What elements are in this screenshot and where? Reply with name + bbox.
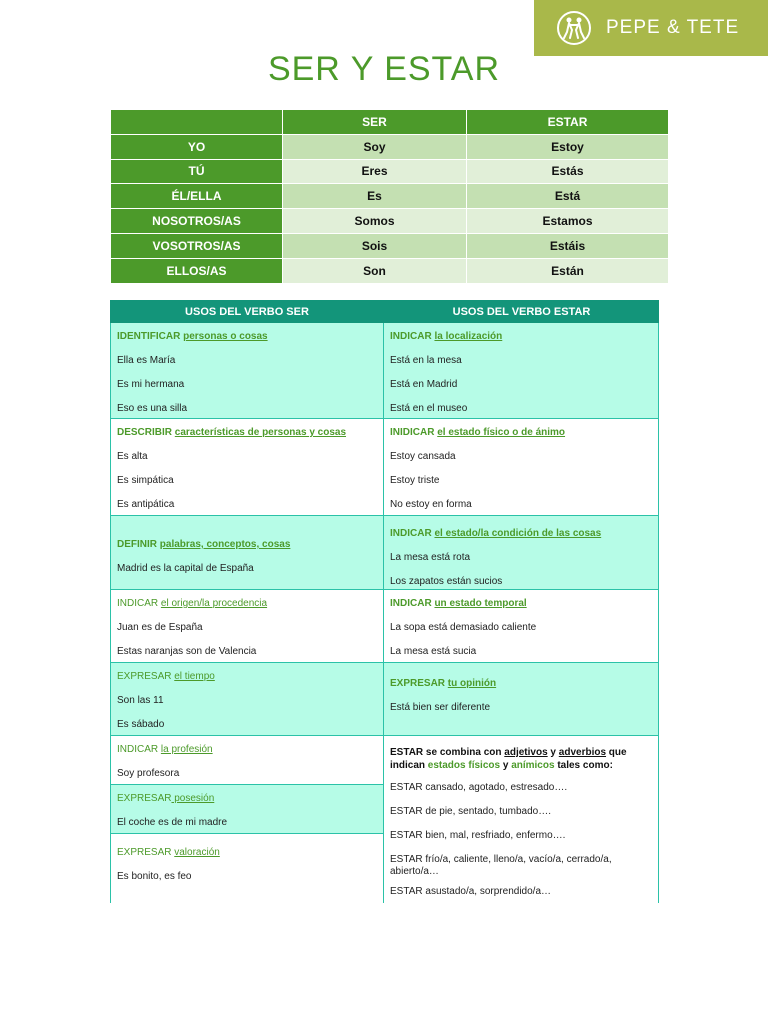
use-verb: INDICAR	[117, 598, 159, 609]
ser-use-cell	[111, 834, 384, 903]
estar-use-cell	[384, 663, 658, 736]
conjugation-table	[110, 109, 669, 284]
estar-cell: Estás	[467, 159, 669, 184]
estar-cell: Estáis	[467, 233, 669, 258]
estar-combina-cell	[384, 736, 658, 903]
ser-use-cell	[111, 785, 384, 834]
use-topic: el tiempo	[174, 671, 215, 682]
use-topic: posesión	[171, 793, 215, 804]
usos-header-row	[110, 300, 659, 323]
use-topic: tu opinión	[447, 678, 497, 689]
use-verb: EXPRESAR	[117, 793, 172, 804]
page-title: SER Y ESTAR	[267, 50, 501, 88]
ser-cell: Es	[283, 184, 467, 209]
estar-use-cell	[384, 323, 658, 419]
example-text: Es simpática	[117, 475, 174, 486]
example-text: La mesa está rota	[390, 552, 471, 563]
header-ser: SER	[283, 110, 467, 135]
estar-cell: Estoy	[467, 134, 669, 159]
estar-use-cell	[384, 516, 658, 590]
example-text: Es sábado	[117, 719, 165, 730]
combina-intro	[390, 746, 652, 772]
combina-adjetivos: adjetivos	[504, 747, 548, 758]
ser-use-cell	[111, 590, 384, 663]
combina-text: que indican	[390, 747, 627, 771]
table-row	[111, 159, 669, 184]
pronoun-cell: ELLOS/AS	[111, 258, 283, 283]
use-topic: personas o cosas	[183, 331, 268, 342]
estar-use-cell	[384, 419, 658, 516]
example-text: Está bien ser diferente	[390, 702, 491, 713]
example-text: El coche es de mi madre	[117, 817, 228, 828]
use-verb: EXPRESAR	[390, 678, 446, 689]
use-topic: valoración	[174, 847, 220, 858]
example-text: Juan es de España	[117, 622, 203, 633]
pronoun-cell: NOSOTROS/AS	[111, 209, 283, 234]
ser-use-cell	[111, 419, 384, 516]
table-row	[111, 184, 669, 209]
example-text: ESTAR bien, mal, resfriado, enfermo….	[390, 830, 566, 841]
use-topic: palabras, conceptos, cosas	[159, 539, 291, 550]
usos-table	[110, 300, 659, 903]
example-text: Está en Madrid	[390, 379, 458, 390]
use-topic: características de personas y cosas	[174, 427, 347, 438]
brand-logo	[534, 0, 768, 56]
use-topic: el estado/la condición de las cosas	[434, 528, 602, 539]
combina-text: y	[547, 747, 559, 758]
example-text: Es alta	[117, 451, 148, 462]
table-row	[111, 134, 669, 159]
ser-cell: Sois	[283, 233, 467, 258]
table-row	[111, 209, 669, 234]
use-verb: INDICAR	[390, 528, 432, 539]
pronoun-cell: VOSOTROS/AS	[111, 233, 283, 258]
brand-name: PEPE & TETE	[606, 17, 740, 38]
example-text: Estoy cansada	[390, 451, 456, 462]
ser-use-cell	[111, 323, 384, 419]
header-blank	[111, 110, 283, 135]
example-text: ESTAR de pie, sentado, tumbado….	[390, 806, 552, 817]
example-text: Está en la mesa	[390, 355, 462, 366]
example-text: ESTAR cansado, agotado, estresado….	[390, 782, 568, 793]
example-text: ESTAR asustado/a, sorprendido/a…	[390, 886, 552, 897]
example-text: Soy profesora	[117, 768, 180, 779]
header-usos-ser: USOS DEL VERBO SER	[185, 305, 309, 318]
use-topic: la localización	[434, 331, 503, 342]
combina-animicos: anímicos	[511, 760, 555, 771]
example-text: La sopa está demasiado caliente	[390, 622, 537, 633]
use-verb: INDICAR	[390, 598, 432, 609]
example-text: Son las 11	[117, 695, 164, 706]
use-verb: DESCRIBIR	[117, 427, 173, 438]
use-verb: INDICAR	[390, 331, 432, 342]
dancers-logo-icon	[556, 10, 592, 46]
header-estar: ESTAR	[467, 110, 669, 135]
use-verb: INDICAR	[117, 744, 159, 755]
combina-text: tales como:	[554, 760, 613, 771]
example-text: La mesa está sucia	[390, 646, 477, 657]
table-row	[111, 258, 669, 283]
pronoun-cell: TÚ	[111, 159, 283, 184]
ser-cell: Soy	[283, 134, 467, 159]
use-verb: DEFINIR	[117, 539, 157, 550]
example-text: Estas naranjas son de Valencia	[117, 646, 257, 657]
estar-use-cell	[384, 590, 658, 663]
use-verb: IDENTIFICAR	[117, 331, 181, 342]
pronoun-cell: YO	[111, 134, 283, 159]
use-verb: EXPRESAR	[117, 671, 172, 682]
example-text: Eso es una silla	[117, 403, 188, 414]
use-topic: un estado temporal	[434, 598, 527, 609]
header-usos-estar: USOS DEL VERBO ESTAR	[452, 305, 591, 318]
ser-use-cell	[111, 736, 384, 785]
pronoun-cell: ÉL/ELLA	[111, 184, 283, 209]
example-text: Estoy triste	[390, 475, 440, 486]
combina-text: ESTAR se combina con	[390, 747, 505, 758]
estar-cell: Estamos	[467, 209, 669, 234]
estar-cell: Está	[467, 184, 669, 209]
example-text: Ella es María	[117, 355, 176, 366]
example-text: ESTAR frío/a, caliente, lleno/a, vacío/a, cerrado/a, abierto/a…	[390, 854, 612, 877]
example-text: Es mi hermana	[117, 379, 185, 390]
use-topic: el estado físico o de ánimo	[437, 427, 566, 438]
use-topic: el origen/la procedencia	[160, 598, 268, 609]
table-row	[111, 233, 669, 258]
combina-text: y	[500, 760, 512, 771]
combina-estados: estados físicos	[427, 760, 501, 771]
example-text: Está en el museo	[390, 403, 468, 414]
example-text: No estoy en forma	[390, 499, 472, 510]
usos-body	[110, 323, 659, 903]
example-text: Los zapatos están sucios	[390, 576, 503, 587]
ser-cell: Son	[283, 258, 467, 283]
ser-use-cell	[111, 663, 384, 736]
ser-cell: Somos	[283, 209, 467, 234]
example-text: Es antipática	[117, 499, 175, 510]
combina-adverbios: adverbios	[558, 747, 607, 758]
example-text: Madrid es la capital de España	[117, 563, 254, 574]
use-topic: la profesión	[160, 744, 213, 755]
conjugation-header-row	[111, 110, 669, 135]
ser-cell: Eres	[283, 159, 467, 184]
estar-cell: Están	[467, 258, 669, 283]
use-verb: EXPRESAR	[117, 847, 172, 858]
use-verb: INIDICAR	[390, 427, 435, 438]
example-text: Es bonito, es feo	[117, 871, 192, 882]
ser-use-cell	[111, 516, 384, 590]
